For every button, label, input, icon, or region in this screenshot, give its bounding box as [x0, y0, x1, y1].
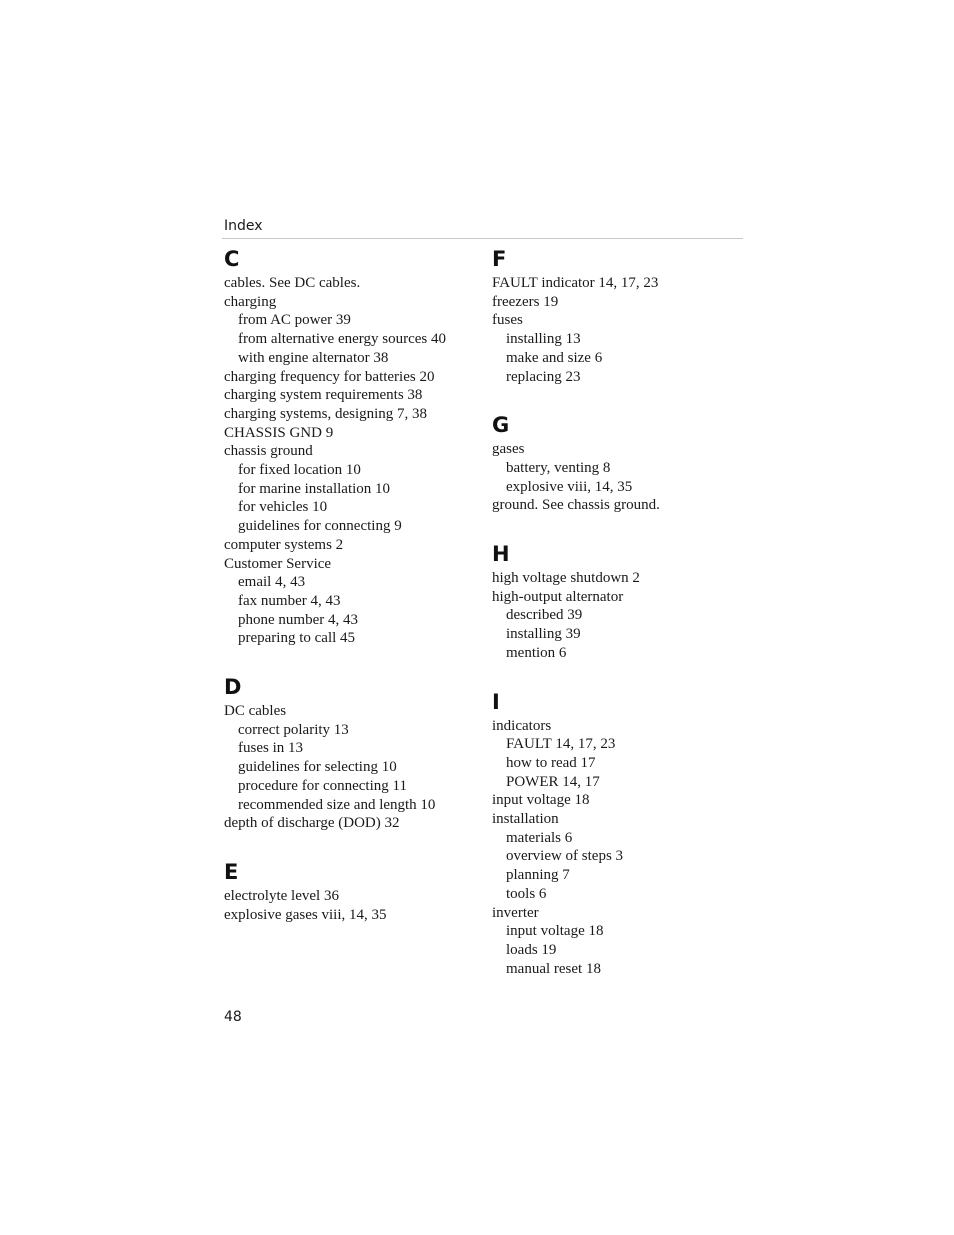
index-subentry: from AC power 39 — [238, 312, 351, 329]
index-entry: ground. See chassis ground. — [492, 497, 660, 514]
index-subentry: planning 7 — [506, 867, 570, 884]
section-letter: D — [224, 675, 242, 700]
index-subentry: materials 6 — [506, 829, 573, 846]
index-entry: inverter — [492, 904, 539, 921]
index-section — [492, 541, 742, 663]
index-subentry: overview of steps 3 — [506, 848, 624, 865]
section-letter: E — [224, 859, 239, 884]
page-number: 48 — [224, 1009, 242, 1025]
index-subentry: POWER 14, 17 — [506, 773, 600, 790]
index-section — [224, 674, 474, 833]
index-entry: charging system requirements 38 — [224, 387, 423, 404]
index-entry: charging systems, designing 7, 38 — [224, 405, 428, 422]
index-subentry: phone number 4, 43 — [238, 611, 358, 628]
index-section — [224, 246, 474, 648]
index-entry: computer systems 2 — [224, 536, 344, 553]
index-subentry: procedure for connecting 11 — [238, 777, 407, 794]
index-entry: freezers 19 — [492, 293, 559, 310]
index-subentry: replacing 23 — [506, 368, 581, 385]
index-entry: depth of discharge (DOD) 32 — [224, 815, 400, 832]
index-subentry: with engine alternator 38 — [238, 349, 389, 366]
index-subentry: fax number 4, 43 — [238, 592, 341, 609]
index-entry: input voltage 18 — [492, 792, 590, 809]
index-subentry: fuses in 13 — [238, 740, 303, 757]
index-section — [492, 246, 742, 386]
index-subentry: tools 6 — [506, 885, 547, 902]
index-column-left — [224, 246, 474, 950]
section-letter: C — [224, 247, 240, 271]
index-entry: electrolyte level 36 — [224, 887, 339, 904]
running-head: Index — [224, 218, 263, 234]
index-subentry: loads 19 — [506, 941, 557, 958]
section-letter: H — [492, 542, 510, 567]
index-entry: installation — [492, 811, 559, 828]
index-entry: CHASSIS GND 9 — [224, 424, 334, 441]
index-subentry: how to read 17 — [506, 754, 596, 771]
index-subentry: preparing to call 45 — [238, 630, 356, 647]
index-section — [224, 859, 474, 924]
index-subentry: explosive viii, 14, 35 — [506, 478, 633, 495]
index-subentry: recommended size and length 10 — [238, 796, 436, 813]
index-entry: Customer Service — [224, 555, 332, 572]
index-entry: indicators — [492, 717, 552, 734]
section-letter: F — [492, 247, 507, 271]
index-subentry: described 39 — [506, 607, 583, 624]
index-subentry: from alternative energy sources 40 — [238, 331, 446, 348]
index-entry: explosive gases viii, 14, 35 — [224, 906, 387, 923]
index-subentry: input voltage 18 — [506, 923, 604, 940]
index-entry: gases — [492, 441, 525, 458]
index-section — [492, 689, 742, 979]
index-subentry: email 4, 43 — [238, 574, 306, 591]
index-subentry: mention 6 — [506, 644, 567, 661]
index-subentry: guidelines for connecting 9 — [238, 518, 402, 535]
index-entry: charging — [224, 293, 277, 310]
index-entry: fuses — [492, 312, 523, 329]
index-subentry: make and size 6 — [506, 349, 603, 366]
index-subentry: installing 13 — [506, 331, 581, 348]
index-subentry: manual reset 18 — [506, 960, 601, 977]
index-entry: high voltage shutdown 2 — [492, 570, 640, 587]
index-subentry: for fixed location 10 — [238, 462, 361, 479]
section-letter: G — [492, 413, 510, 438]
header-rule — [222, 238, 743, 239]
section-letter: I — [492, 689, 500, 714]
index-subentry: guidelines for selecting 10 — [238, 759, 397, 776]
index-subentry: for vehicles 10 — [238, 499, 328, 516]
index-entry: cables. See DC cables. — [224, 275, 361, 291]
index-entry: DC cables — [224, 703, 287, 720]
index-subentry: correct polarity 13 — [238, 721, 349, 738]
index-entry: chassis ground — [224, 443, 313, 460]
index-subentry: installing 39 — [506, 626, 581, 643]
index-subentry: for marine installation 10 — [238, 480, 391, 497]
index-entry: FAULT indicator 14, 17, 23 — [492, 275, 659, 291]
index-section — [492, 412, 742, 515]
index-subentry: FAULT 14, 17, 23 — [506, 736, 616, 753]
index-entry: charging frequency for batteries 20 — [224, 368, 435, 385]
index-column-right — [492, 246, 742, 1004]
index-subentry: battery, venting 8 — [506, 459, 611, 476]
index-entry: high-output alternator — [492, 588, 624, 605]
